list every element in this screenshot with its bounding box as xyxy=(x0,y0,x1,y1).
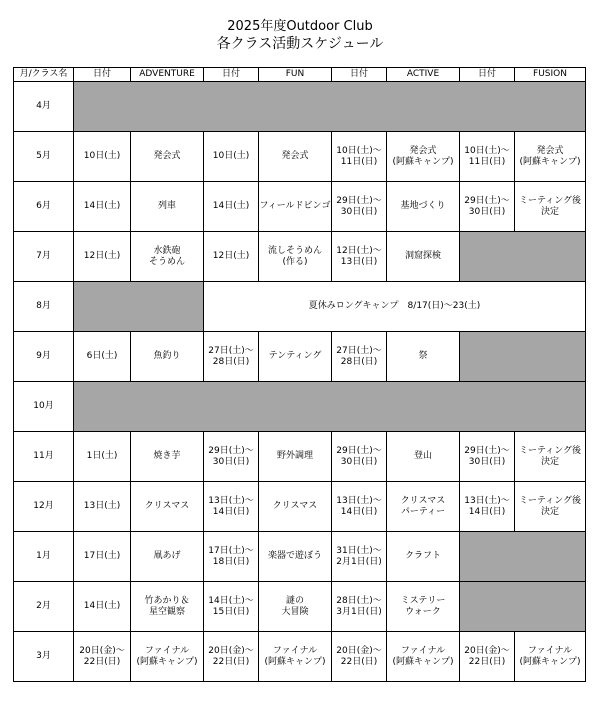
active-event: 登山 xyxy=(387,432,460,482)
adventure-date: 10日(土) xyxy=(74,132,131,182)
empty-cell xyxy=(74,282,204,332)
table-row xyxy=(14,482,586,532)
adventure-date: 13日(土) xyxy=(74,482,131,532)
active-event: 洞窟探検 xyxy=(387,232,460,282)
fusion-event: ミーティング後 決定 xyxy=(515,182,586,232)
empty-cell xyxy=(460,232,586,282)
fun-date: 20日(金)～ 22日(日) xyxy=(204,632,259,682)
table-row xyxy=(14,532,586,582)
fun-date: 29日(土)～ 30日(日) xyxy=(204,432,259,482)
fusion-event: ミーティング後 決定 xyxy=(515,482,586,532)
fun-date: 17日(土)～ 18日(日) xyxy=(204,532,259,582)
header-date: 日付 xyxy=(332,68,387,82)
active-event: ファイナル (阿蘇キャンプ) xyxy=(387,632,460,682)
header-date: 日付 xyxy=(74,68,131,82)
table-row xyxy=(14,182,586,232)
adventure-event: 竹あかり＆ 星空観察 xyxy=(131,582,204,632)
fun-event: ファイナル (阿蘇キャンプ) xyxy=(259,632,332,682)
active-date: 31日(土)～ 2月1日(日) xyxy=(332,532,387,582)
adventure-event: 水鉄砲 そうめん xyxy=(131,232,204,282)
adventure-event: 焼き芋 xyxy=(131,432,204,482)
month-cell: 10月 xyxy=(14,382,74,432)
active-event: クリスマス パーティー xyxy=(387,482,460,532)
active-event: クラフト xyxy=(387,532,460,582)
fun-date: 10日(土) xyxy=(204,132,259,182)
header-adventure: ADVENTURE xyxy=(131,68,204,82)
month-cell: 9月 xyxy=(14,332,74,382)
fun-date: 27日(土)～ 28日(日) xyxy=(204,332,259,382)
empty-cell xyxy=(74,82,586,132)
month-cell: 8月 xyxy=(14,282,74,332)
active-date: 28日(土)～ 3月1日(日) xyxy=(332,582,387,632)
adventure-date: 17日(土) xyxy=(74,532,131,582)
table-row xyxy=(14,632,586,682)
header-fun: FUN xyxy=(259,68,332,82)
adventure-date: 14日(土) xyxy=(74,582,131,632)
active-event: ミステリー ウォーク xyxy=(387,582,460,632)
header-fusion: FUSION xyxy=(515,68,586,82)
fun-event: フィールドビンゴ xyxy=(259,182,332,232)
adventure-date: 20日(金)～ 22日(日) xyxy=(74,632,131,682)
header-row xyxy=(14,68,586,82)
fusion-date: 29日(土)～ 30日(日) xyxy=(460,182,515,232)
month-cell: 5月 xyxy=(14,132,74,182)
month-cell: 6月 xyxy=(14,182,74,232)
summer-camp-event: 夏休みロングキャンプ 8/17(日)～23(土) xyxy=(204,282,586,332)
empty-cell xyxy=(460,332,586,382)
month-cell: 2月 xyxy=(14,582,74,632)
month-cell: 11月 xyxy=(14,432,74,482)
fun-event: 楽器で遊ぼう xyxy=(259,532,332,582)
table-row xyxy=(14,382,586,432)
active-date: 20日(金)～ 22日(日) xyxy=(332,632,387,682)
fusion-date: 20日(金)～ 22日(日) xyxy=(460,632,515,682)
active-date: 12日(土)～ 13日(日) xyxy=(332,232,387,282)
active-date: 29日(土)～ 30日(日) xyxy=(332,182,387,232)
month-cell: 12月 xyxy=(14,482,74,532)
month-cell: 7月 xyxy=(14,232,74,282)
page-title: 2025年度Outdoor Club xyxy=(227,19,373,34)
active-event: 発会式 (阿蘇キャンプ) xyxy=(387,132,460,182)
month-cell: 4月 xyxy=(14,82,74,132)
fun-event: 流しそうめん (作る) xyxy=(259,232,332,282)
active-event: 祭 xyxy=(387,332,460,382)
table-row xyxy=(14,132,586,182)
fusion-date: 10日(土)～ 11日(日) xyxy=(460,132,515,182)
fusion-date: 13日(土)～ 14日(日) xyxy=(460,482,515,532)
adventure-event: ファイナル (阿蘇キャンプ) xyxy=(131,632,204,682)
adventure-event: 発会式 xyxy=(131,132,204,182)
schedule-table xyxy=(13,67,586,682)
adventure-event: 凧あげ xyxy=(131,532,204,582)
header-date: 日付 xyxy=(204,68,259,82)
fun-event: 野外調理 xyxy=(259,432,332,482)
fusion-date: 29日(土)～ 30日(日) xyxy=(460,432,515,482)
adventure-date: 1日(土) xyxy=(74,432,131,482)
active-event: 基地づくり xyxy=(387,182,460,232)
empty-cell xyxy=(460,532,586,582)
fun-date: 13日(土)～ 14日(日) xyxy=(204,482,259,532)
page-subtitle: 各クラス活動スケジュール xyxy=(216,36,384,52)
active-date: 29日(土)～ 30日(日) xyxy=(332,432,387,482)
adventure-event: 列車 xyxy=(131,182,204,232)
header-active: ACTIVE xyxy=(387,68,460,82)
fusion-event: 発会式 (阿蘇キャンプ) xyxy=(515,132,586,182)
fun-date: 12日(土) xyxy=(204,232,259,282)
table-row xyxy=(14,582,586,632)
fun-event: 発会式 xyxy=(259,132,332,182)
fun-date: 14日(土) xyxy=(204,182,259,232)
adventure-event: クリスマス xyxy=(131,482,204,532)
fusion-event: ファイナル (阿蘇キャンプ) xyxy=(515,632,586,682)
active-date: 27日(土)～ 28日(日) xyxy=(332,332,387,382)
empty-cell xyxy=(74,382,586,432)
table-row xyxy=(14,232,586,282)
fun-event: テンティング xyxy=(259,332,332,382)
table-row xyxy=(14,82,586,132)
title-block xyxy=(0,18,600,53)
empty-cell xyxy=(460,582,586,632)
fusion-event: ミーティング後 決定 xyxy=(515,432,586,482)
adventure-date: 6日(土) xyxy=(74,332,131,382)
active-date: 10日(土)～ 11日(日) xyxy=(332,132,387,182)
table-row xyxy=(14,332,586,382)
fun-event: 謎の 大冒険 xyxy=(259,582,332,632)
table-row xyxy=(14,282,586,332)
adventure-date: 12日(土) xyxy=(74,232,131,282)
month-cell: 1月 xyxy=(14,532,74,582)
adventure-date: 14日(土) xyxy=(74,182,131,232)
header-date: 日付 xyxy=(460,68,515,82)
fun-event: クリスマス xyxy=(259,482,332,532)
month-cell: 3月 xyxy=(14,632,74,682)
adventure-event: 魚釣り xyxy=(131,332,204,382)
active-date: 13日(土)～ 14日(日) xyxy=(332,482,387,532)
fun-date: 14日(土)～ 15日(日) xyxy=(204,582,259,632)
table-row xyxy=(14,432,586,482)
header-month-class: 月/クラス名 xyxy=(14,68,74,82)
